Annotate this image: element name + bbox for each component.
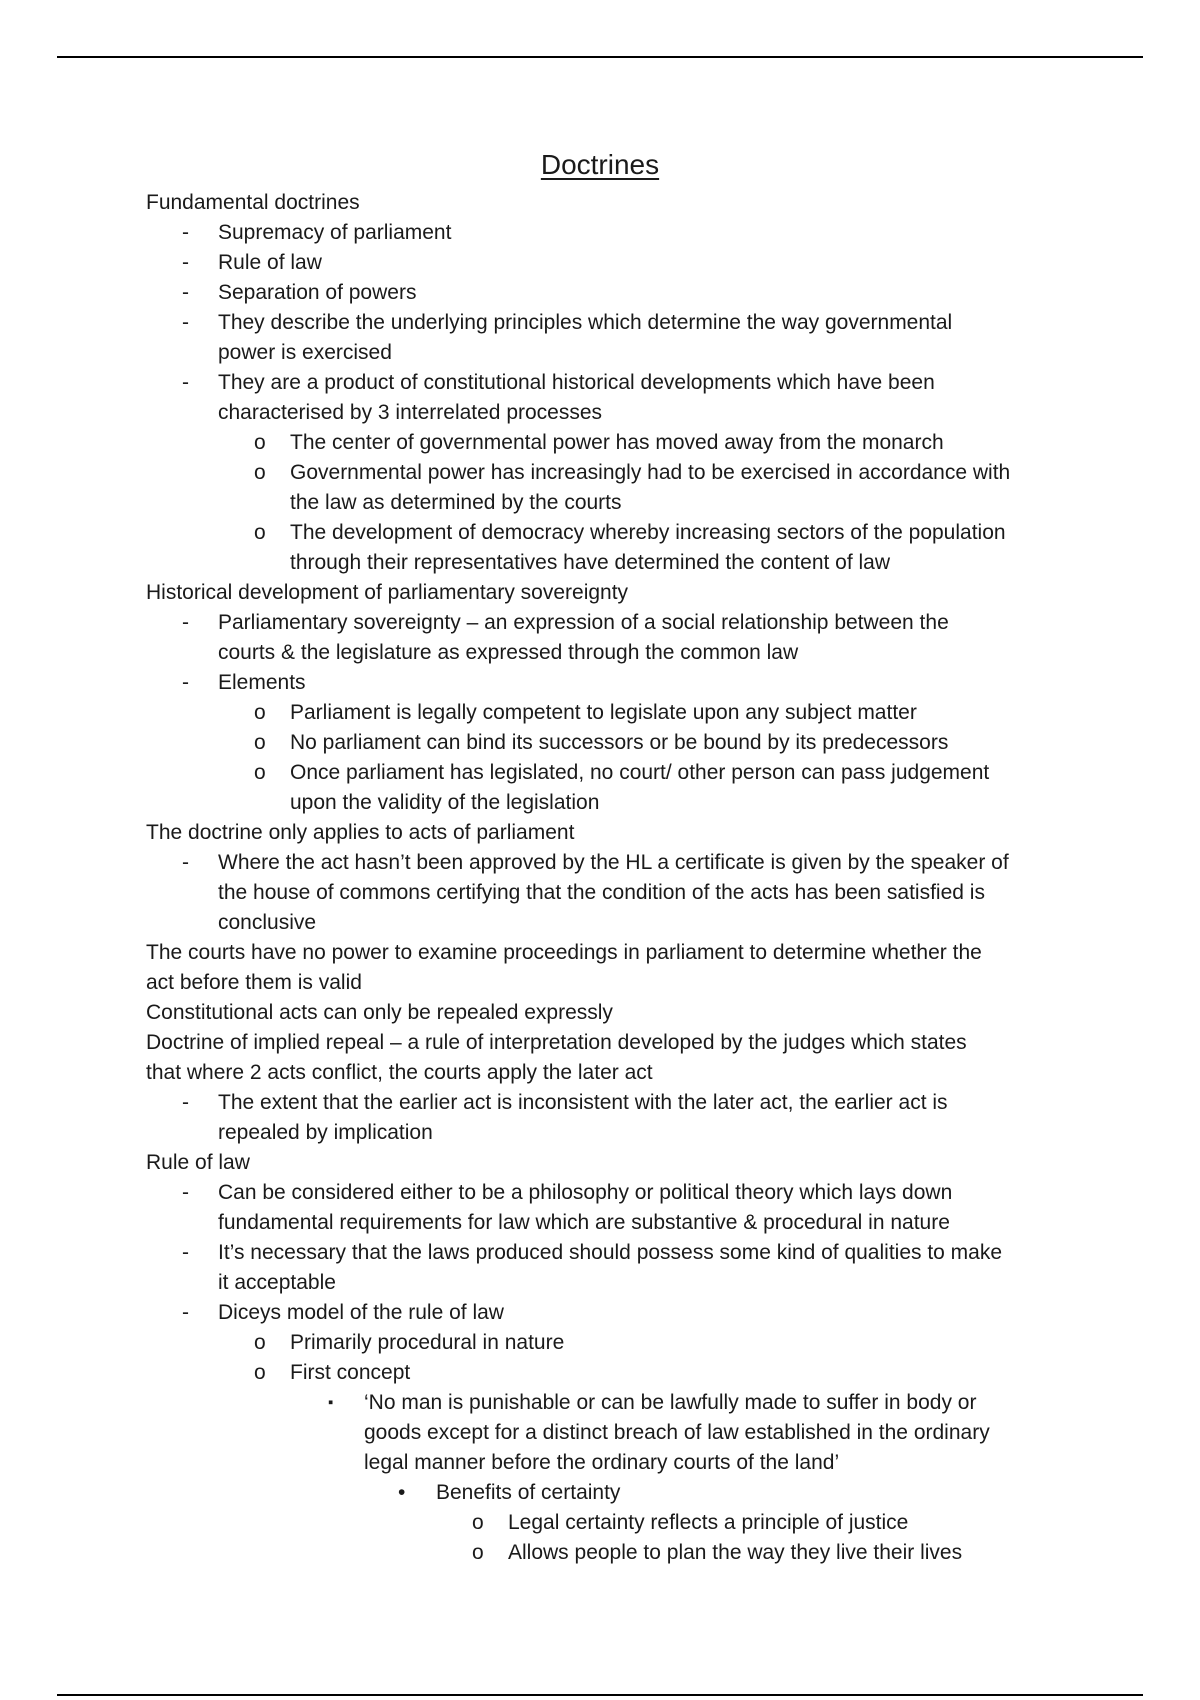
line-text: Elements [218,671,306,694]
list-item [146,1178,1066,1208]
circle-bullet-icon: o [254,761,266,784]
line-text: Rule of law [146,1151,250,1174]
list-item [146,308,1066,338]
paragraph-line [146,818,1066,848]
line-text: Legal certainty reflects a principle of justice [508,1511,909,1534]
footer-rule [57,1694,1143,1696]
circle-bullet-icon: o [254,521,266,544]
line-text: power is exercised [218,341,392,364]
line-text: legal manner before the ordinary courts of the land’ [364,1451,840,1474]
line-text: the law as determined by the courts [290,491,622,514]
circle-bullet-icon: o [254,731,266,754]
list-item [146,758,1066,788]
line-text: goods except for a distinct breach of law established in the ordinary [364,1421,990,1444]
list-item [146,1088,1066,1118]
line-text: that where 2 acts conflict, the courts apply the later act [146,1061,653,1084]
circle-bullet-icon: o [472,1541,484,1564]
list-item [146,878,1066,908]
header-rule [57,56,1143,58]
list-item [146,788,1066,818]
paragraph-line [146,998,1066,1028]
line-text: characterised by 3 interrelated processes [218,401,603,424]
line-text: It’s necessary that the laws produced should possess some kind of qualities to make [218,1241,1003,1264]
paragraph-line [146,1028,1066,1058]
list-item [146,1118,1066,1148]
list-item [146,668,1066,698]
list-item [146,1208,1066,1238]
list-item [146,1418,1066,1448]
line-text: Rule of law [218,251,322,274]
circle-bullet-icon: o [254,1361,266,1384]
line-text: repealed by implication [218,1121,433,1144]
line-text: The courts have no power to examine proceedings in parliament to determine whether the [146,941,982,964]
dash-bullet: - [182,1241,189,1264]
circle-bullet-icon: o [472,1511,484,1534]
line-text: courts & the legislature as expressed through the common law [218,641,799,664]
dash-bullet: - [182,611,189,634]
dash-bullet: - [182,251,189,274]
line-text: Historical development of parliamentary sovereignty [146,581,629,604]
line-text: upon the validity of the legislation [290,791,600,814]
paragraph-line [146,578,1066,608]
list-item [146,698,1066,728]
list-item [146,428,1066,458]
dash-bullet: - [182,851,189,874]
list-item [146,1448,1066,1478]
list-item [146,608,1066,638]
list-item [146,1328,1066,1358]
list-item [146,1298,1066,1328]
list-item [146,1538,1066,1568]
circle-bullet-icon: o [254,461,266,484]
line-text: First concept [290,1361,411,1384]
line-text: Supremacy of parliament [218,221,452,244]
dash-bullet: - [182,671,189,694]
dash-bullet: - [182,1301,189,1324]
line-text: conclusive [218,911,317,934]
line-text: Governmental power has increasingly had to be exercised in accordance with [290,461,1011,484]
line-text: Primarily procedural in nature [290,1331,565,1354]
list-item [146,1508,1066,1538]
dash-bullet: - [182,371,189,394]
list-item [146,278,1066,308]
list-item [146,1388,1066,1418]
line-text: fundamental requirements for law which are substantive & procedural in nature [218,1211,950,1234]
list-item [146,848,1066,878]
dash-bullet: - [182,1181,189,1204]
line-text: Parliament is legally competent to legislate upon any subject matter [290,701,917,724]
line-text: Diceys model of the rule of law [218,1301,504,1324]
line-text: Once parliament has legislated, no court/ other person can pass judgement [290,761,990,784]
line-text: They describe the underlying principles which determine the way governmental [218,311,953,334]
line-text: The development of democracy whereby increasing sectors of the population [290,521,1006,544]
dash-bullet: - [182,281,189,304]
line-text: They are a product of constitutional historical developments which have been [218,371,935,394]
circle-bullet-icon: o [254,431,266,454]
line-text: The doctrine only applies to acts of parliament [146,821,575,844]
line-text: Separation of powers [218,281,417,304]
circle-bullet-icon: o [254,701,266,724]
paragraph-line [146,1148,1066,1178]
list-item [146,248,1066,278]
line-text: act before them is valid [146,971,362,994]
list-item [146,1268,1066,1298]
line-text: the house of commons certifying that the condition of the acts has been satisfied is [218,881,985,904]
document-body [146,188,1066,1568]
line-text: Fundamental doctrines [146,191,360,214]
list-item [146,218,1066,248]
line-text: Benefits of certainty [436,1481,621,1504]
list-item [146,368,1066,398]
list-item [146,1358,1066,1388]
list-item [146,638,1066,668]
line-text: Where the act hasn’t been approved by the HL a certificate is given by the speaker of [218,851,1009,874]
line-text: Constitutional acts can only be repealed expressly [146,1001,613,1024]
list-item [146,908,1066,938]
list-item [146,398,1066,428]
dash-bullet: - [182,311,189,334]
list-item [146,1478,1066,1508]
list-item [146,458,1066,488]
list-item [146,1238,1066,1268]
list-item [146,728,1066,758]
paragraph-line [146,188,1066,218]
line-text: The extent that the earlier act is inconsistent with the later act, the earlier act is [218,1091,948,1114]
line-text: Allows people to plan the way they live their lives [508,1541,963,1564]
line-text: Parliamentary sovereignty – an expression of a social relationship between the [218,611,949,634]
line-text: The center of governmental power has moved away from the monarch [290,431,944,454]
paragraph-line [146,968,1066,998]
line-text: No parliament can bind its successors or be bound by its predecessors [290,731,949,754]
list-item [146,548,1066,578]
dash-bullet: - [182,1091,189,1114]
page-title: Doctrines [540,149,660,180]
dot-bullet-icon: • [398,1481,406,1504]
paragraph-line [146,938,1066,968]
circle-bullet-icon: o [254,1331,266,1354]
list-item [146,518,1066,548]
line-text: ‘No man is punishable or can be lawfully made to suffer in body or [364,1391,977,1414]
line-text: Can be considered either to be a philosophy or political theory which lays down [218,1181,953,1204]
line-text: it acceptable [218,1271,336,1294]
line-text: Doctrine of implied repeal – a rule of interpretation developed by the judges which states [146,1031,967,1054]
list-item [146,338,1066,368]
square-bullet-icon: ▪ [328,1394,334,1411]
dash-bullet: - [182,221,189,244]
line-text: through their representatives have determined the content of law [290,551,891,574]
list-item [146,488,1066,518]
paragraph-line [146,1058,1066,1088]
